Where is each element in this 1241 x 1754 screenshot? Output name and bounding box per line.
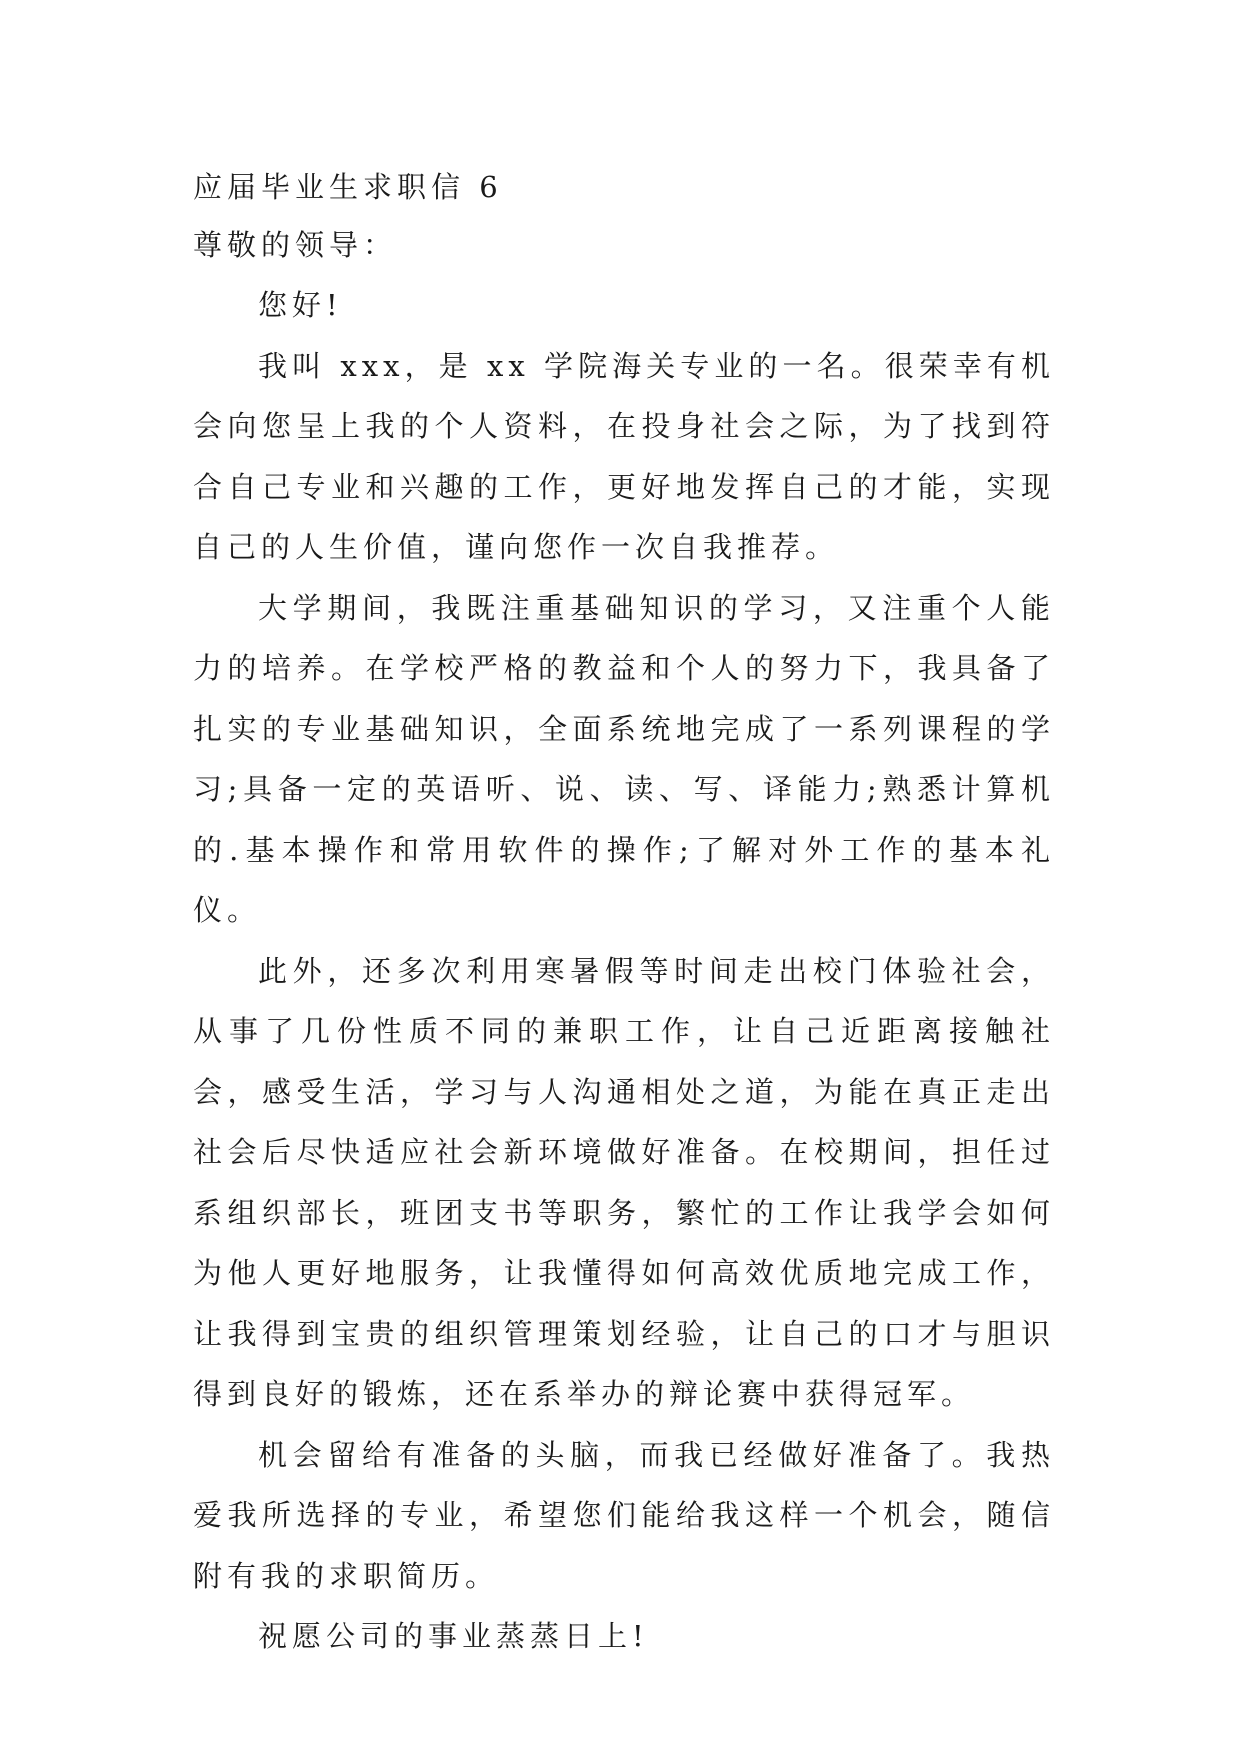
paragraph-experience: 此外，还多次利用寒暑假等时间走出校门体验社会，从事了几份性质不同的兼职工作，让自己近距离接触社会，感受生活，学习与人沟通相处之道，为能在真正走出社会后尽快适应社会新环境做好准备。在校期间，担任过系组织部长，班团支书等职务，繁忙的工作让我学会如何为他人更好地服务，让我懂得如何高效优质地完成工作，让我得到宝贵的组织管理策划经验，让自己的口才与胆识得到良好的锻炼，还在系举办的辩论赛中获得冠军。 [193, 953, 1055, 1411]
paragraph-university: 大学期间，我既注重基础知识的学习，又注重个人能力的培养。在学校严格的教益和个人的努力下，我具备了扎实的专业基础知识，全面系统地完成了一系列课程的学习;具备一定的英语听、说、读、写、译能力;熟悉计算机的.基本操作和常用软件的操作;了解对外工作的基本礼仪。 [193, 590, 1055, 927]
document-title: 应届毕业生求职信 6 [193, 170, 503, 204]
greeting: 您好! [258, 288, 343, 322]
closing-wish: 祝愿公司的事业蒸蒸日上! [258, 1619, 649, 1653]
paragraph-readiness: 机会留给有准备的头脑，而我已经做好准备了。我热爱我所选择的专业，希望您们能给我这样一个机会，随信附有我的求职简历。 [193, 1437, 1055, 1593]
paragraph-introduction: 我叫 xxx，是 xx 学院海关专业的一名。很荣幸有机会向您呈上我的个人资料，在投身社会之际，为了找到符合自己专业和兴趣的工作，更好地发挥自己的才能，实现自己的人生价值，谨向您作一次自我推荐。 [193, 348, 1055, 564]
salutation: 尊敬的领导： [193, 228, 398, 262]
letter-body [193, 160, 1055, 1667]
